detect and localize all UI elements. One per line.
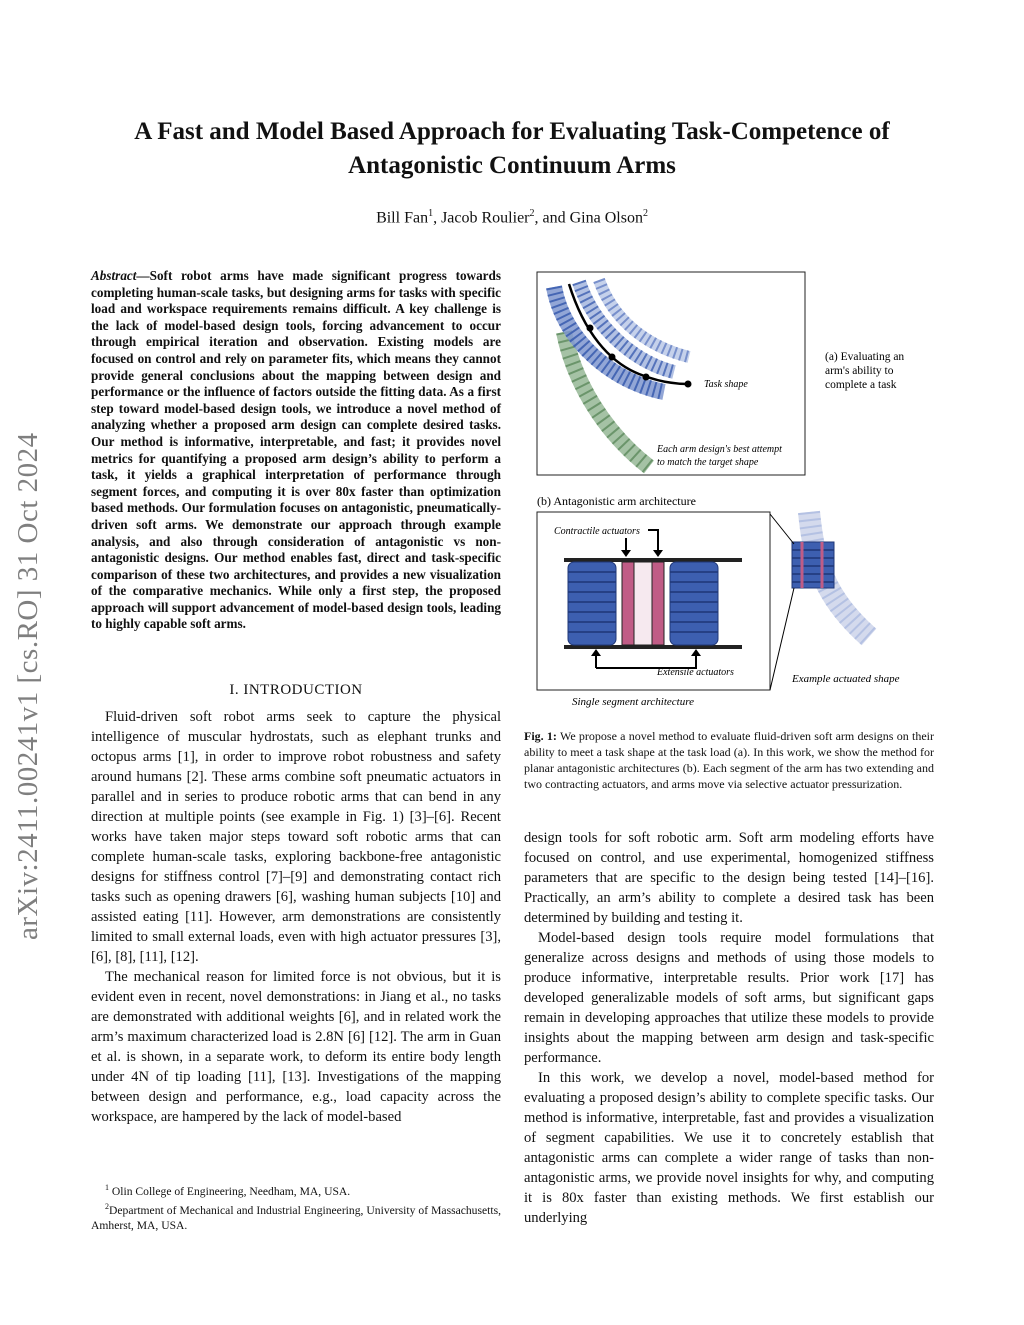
contractile-label: Contractile actuators	[554, 526, 640, 537]
author-name: Bill Fan	[376, 209, 429, 227]
panel-a-label	[825, 351, 907, 391]
single-segment-label: Single segment architecture	[572, 696, 694, 708]
author-list: Bill Fan$^1$, Jacob Roulier$^2$, and Gina Olson$^2$	[376, 208, 648, 227]
abstract: Abstract—Soft robot arms have made significant progress towards completing human-scale tasks, but designing arms for tasks with specific load and workspace requirements remains difficult. A key challenge is the lack of model-based design tools, forcing advancement to occur through empirical iteration and observation. Existing models are focused on control and rely on parameter fits, which means they cannot provide general conclusions about the mapping between design and performance or the influence of factors outside the fitting data. As a first step toward model-based design tools, we introduce a novel method of analyzing whether a proposed arm design can complete desired tasks. Our method is informative, interpretable, and fast; it provides novel metrics for quantifying a proposed arm design’s ability to perform a task, it yields a graphical interpretation of performance through segment forces, and computing it is over 80x faster than optimization based methods. Our formulation focuses on antagonistic, pneumatically-driven soft arms. We demonstrate our approach through example analysis, and also through consideration of antagonistic vs non-antagonistic designs. Our method enables fast, direct and task-specific comparison of these two architectures, and provides a new visualization of the comparative mechanics. While only a first step, the proposed approach will support advancement of model-based design tools, leading to highly capable soft arms.	[91, 268, 501, 632]
paragraph: In this work, we develop a novel, model-based method for evaluating a proposed design’s ability to complete specific tasks. Our method is informative, interpretable, fast and provides a visualization of segment capabilities. We use it to concretely establish that antagonistic arms can complete a wider range of tasks than non-antagonistic arms, we provide novel insights for why, and computing it is 80x faster than existing methods. We first establish our underlying	[524, 1070, 934, 1226]
footnotes	[91, 1180, 501, 1233]
panel-a-label-line: complete a task	[825, 379, 897, 391]
panel-a-arms	[554, 280, 692, 467]
intro-text-right	[524, 828, 934, 1228]
task-shape-label: Task shape	[704, 379, 748, 390]
example-shape-label: Example actuated shape	[792, 673, 900, 685]
figure-caption	[524, 728, 934, 792]
footnote-text: Department of Mechanical and Industrial Engineering, University of Massachusetts, Amherst, MA, USA.	[91, 1203, 501, 1232]
caption-label: Fig. 1:	[524, 729, 557, 743]
single-segment-actuators	[564, 558, 742, 649]
contractile-arrow	[648, 530, 658, 552]
footnote-mark: 2	[105, 1201, 109, 1211]
author-name: Jacob Roulier	[441, 209, 530, 227]
panel-a-label-line: arm's ability to	[825, 365, 894, 377]
author-affiliation: 1	[428, 208, 434, 219]
best-attempt-line: Each arm design's best attempt	[657, 444, 782, 455]
paragraph: Fluid-driven soft robot arms seek to capture the physical intelligence of muscular hydrostats, such as elephant trunks and octopus arms [1], in order to improve robot robustness and safety around humans [2]. These arms combine soft pneumatic actuators in parallel and in series to produce robotic arms that can bend in any direction at multiple points (see example in Fig. 1) [3]–[6]. Recent works have taken major steps toward soft robotic arms that can complete human-scale tasks, exploring backbone-free antagonistic designs for stiffness control [7]–[9] and demonstrating contact rich tasks such as opening drawers [6], washing human subjects [10] and assisted eating [11]. However, arm demonstrations are consistently limited to small external loads, even with high actuator pressures [3], [6], [8], [11], [12].	[91, 709, 501, 965]
best-attempt-label	[656, 444, 784, 468]
intro-text-left	[91, 707, 501, 1127]
highlighted-segment	[792, 542, 834, 588]
panel-b-label: (b) Antagonistic arm architecture	[537, 494, 696, 508]
extensile-label: Extensile actuators	[657, 667, 734, 678]
section-heading: I. INTRODUCTION	[229, 682, 363, 698]
footnote-mark: 1	[105, 1183, 109, 1192]
abstract-text: Soft robot arms have made significant progress towards completing human-scale tasks, but designing arms for tasks with specific load and workspace requirements remains difficult. A key challenge is the lack of model-based design tools, forcing advancement to occur through empirical iteration and observation. Existing models are focused on control and rely on parameter fits, which means they cannot provide general conclusions about the mapping between design and performance or the influence of factors outside the fitting data. As a first step toward model-based design tools, we introduce a novel method of analyzing whether a proposed arm design can complete desired tasks. Our method is informative, interpretable, and fast; it provides novel metrics for quantifying a proposed arm design’s ability to perform a task, it yields a graphical interpretation of performance through segment forces, and computing it is over 80x faster than optimization based methods. Our formulation focuses on antagonistic, pneumatically-driven soft arms. We demonstrate our approach through example analysis, and also through consideration of antagonistic vs non-antagonistic designs. Our method enables fast, direct and task-specific comparison of these two architectures, and provides a new visualization of the comparative mechanics. While only a first step, the proposed approach will support advancement of model-based design tools, leading to highly capable soft arms.	[91, 268, 501, 632]
figure-1	[524, 262, 934, 712]
extensile-arrowhead	[591, 649, 601, 656]
extensile-arrowhead	[691, 649, 701, 656]
contractile-actuator	[652, 562, 664, 645]
zoom-lines	[770, 514, 794, 690]
author-affiliation: 2	[529, 208, 535, 219]
center-gap	[634, 562, 652, 645]
paper-title: A Fast and Model Based Approach for Evaluating Task-Competence of Antagonistic Continuum Arms	[134, 118, 890, 179]
example-actuated-shape	[792, 512, 869, 637]
author-name: Gina Olson	[569, 209, 643, 227]
extensile-actuator-left	[568, 562, 616, 645]
author-affiliation: 2	[642, 208, 648, 219]
abstract-label: Abstract	[91, 268, 137, 283]
extensile-arrow	[596, 654, 696, 668]
best-attempt-line: to match the target shape	[657, 457, 759, 468]
paragraph: design tools for soft robotic arm. Soft arm modeling efforts have focused on control, and use experimental, homogenized stiffness parameters that are specific to the design being tested [14]–[16]. Practically, an arm’s ability to complete a desired task has been determined by building and testing it.	[524, 830, 934, 926]
paragraph: The mechanical reason for limited force is not obvious, but it is evident even in recent, novel demonstrations: in Jiang et al., no tasks are demonstrated with additional weights [6], and in related work the arm’s maximum characterized load is 2.8N [6] [12]. The arm in Guan et al. is shown, in a separate work, to deform its entire body length under 4N of tip loading [11], [13]. Investigations of the mapping between design and performance, e.g., load capacity across the workspace, are hampered by the lack of model-based	[91, 969, 501, 1125]
caption-text: We propose a novel method to evaluate fluid-driven soft arm designs on their ability to meet a task shape at the task load (a). In this work, we show the method for planar antagonistic architectures (b). Each segment of the arm has two extending and two contracting actuators, and arms move via selective actuator pressurization.	[524, 729, 934, 791]
contractile-actuator	[622, 562, 634, 645]
footnote-text: Olin College of Engineering, Needham, MA, USA.	[111, 1184, 351, 1198]
arxiv-stamp: arXiv:2411.00241v1 [cs.RO] 31 Oct 2024	[12, 432, 44, 940]
contractile-arrowhead	[621, 550, 631, 557]
extensile-actuator-right	[670, 562, 718, 645]
paragraph: Model-based design tools require model formulations that generalize across designs and methods of using those models to produce informative, interpretable results. Prior work [17] has developed generalizable models of soft arms, but significant gaps remain in developing approaches that utilize these models to provide insights about the mapping between arm design and task-specific performance.	[524, 930, 934, 1066]
panel-a-label-line: (a) Evaluating an	[825, 351, 905, 363]
contractile-arrowhead	[653, 550, 663, 557]
